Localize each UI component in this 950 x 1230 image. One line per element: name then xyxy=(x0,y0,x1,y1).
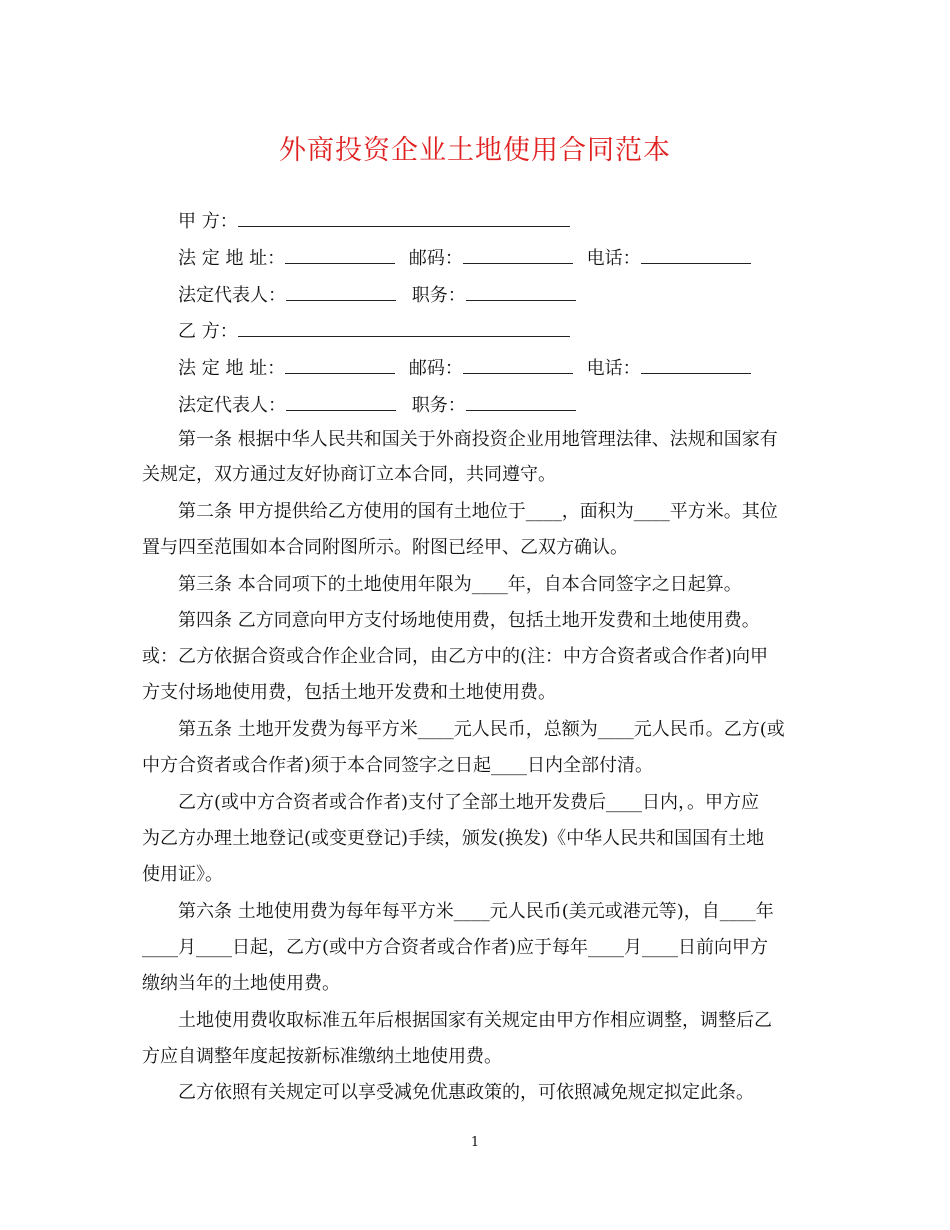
party-b-name-label: 乙 方： xyxy=(178,321,238,342)
party-b-line xyxy=(178,318,570,344)
party-a-address-line xyxy=(178,245,751,271)
party-a-line xyxy=(178,208,570,234)
party-b-title-label: 职务： xyxy=(411,395,466,416)
page-number: 1 xyxy=(470,1135,480,1150)
article-5-line-4: 为乙方办理土地登记(或变更登记)手续，颁发(换发)《中华人民共和国国有土地 xyxy=(142,828,765,849)
party-a-address-blank[interactable] xyxy=(285,245,395,264)
party-b-rep-line xyxy=(178,392,576,418)
document-title: 外商投资企业土地使用合同范本 xyxy=(279,135,671,166)
article-1-line-1: 第一条 根据中华人民共和国关于外商投资企业用地管理法律、法规和国家有 xyxy=(178,429,778,450)
party-a-postcode-label: 邮码： xyxy=(408,248,463,269)
article-6-line-6: 乙方依照有关规定可以享受减免优惠政策的，可依照减免规定拟定此条。 xyxy=(178,1082,754,1103)
article-5-line-5: 使用证》。 xyxy=(142,864,223,885)
party-b-address-line xyxy=(178,355,751,381)
article-5-line-2: 中方合资者或合作者)须于本合同签字之日起____日内全部付清。 xyxy=(142,755,654,776)
party-b-postcode-blank[interactable] xyxy=(463,355,573,374)
party-a-name-label: 甲 方： xyxy=(178,211,238,232)
article-5-line-1: 第五条 土地开发费为每平方米____元人民币，总额为____元人民币。乙方(或 xyxy=(178,719,785,740)
party-a-address-label: 法 定 地 址： xyxy=(178,248,286,269)
party-b-title-blank[interactable] xyxy=(466,392,576,411)
party-a-rep-line xyxy=(178,282,576,308)
party-a-name-blank[interactable] xyxy=(238,208,570,227)
article-2-line-2: 置与四至范围如本合同附图所示。附图已经甲、乙双方确认。 xyxy=(142,537,628,558)
article-4-line-3: 方支付场地使用费，包括土地开发费和土地使用费。 xyxy=(142,682,556,703)
article-2-line-1: 第二条 甲方提供给乙方使用的国有土地位于____，面积为____平方米。其位 xyxy=(178,501,778,522)
article-3-line-1: 第三条 本合同项下的土地使用年限为____年，自本合同签字之日起算。 xyxy=(178,574,742,595)
party-a-postcode-blank[interactable] xyxy=(463,245,573,264)
article-6-line-5: 方应自调整年度起按新标准缴纳土地使用费。 xyxy=(142,1046,502,1067)
party-b-address-blank[interactable] xyxy=(285,355,395,374)
article-1-line-2: 关规定，双方通过友好协商订立本合同，共同遵守。 xyxy=(142,464,556,485)
party-b-address-label: 法 定 地 址： xyxy=(178,358,286,379)
party-a-rep-blank[interactable] xyxy=(286,282,396,301)
article-4-line-2: 或：乙方依据合资或合作企业合同，由乙方中的(注：中方合资者或合作者)向甲 xyxy=(142,646,769,667)
party-b-rep-label: 法定代表人： xyxy=(178,395,286,416)
party-b-rep-blank[interactable] xyxy=(286,392,396,411)
party-a-title-label: 职务： xyxy=(411,285,466,306)
article-6-line-4: 土地使用费收取标准五年后根据国家有关规定由甲方作相应调整，调整后乙 xyxy=(178,1010,772,1031)
article-6-line-3: 缴纳当年的土地使用费。 xyxy=(142,973,340,994)
party-b-postcode-label: 邮码： xyxy=(408,358,463,379)
party-a-phone-blank[interactable] xyxy=(641,245,751,264)
party-b-phone-blank[interactable] xyxy=(641,355,751,374)
article-6-line-1: 第六条 土地使用费为每年每平方米____元人民币(美元或港元等)，自____年 xyxy=(178,901,774,922)
party-a-phone-label: 电话： xyxy=(586,248,641,269)
party-a-rep-label: 法定代表人： xyxy=(178,285,286,306)
party-b-phone-label: 电话： xyxy=(586,358,641,379)
party-b-name-blank[interactable] xyxy=(238,318,570,337)
article-6-line-2: ____月____日起，乙方(或中方合资者或合作者)应于每年____月____日前向甲方 xyxy=(142,937,769,958)
article-4-line-1: 第四条 乙方同意向甲方支付场地使用费，包括土地开发费和土地使用费。 xyxy=(178,610,760,631)
article-5-line-3: 乙方(或中方合资者或合作者)支付了全部土地开发费后____日内，。甲方应 xyxy=(178,792,760,813)
party-a-title-blank[interactable] xyxy=(466,282,576,301)
